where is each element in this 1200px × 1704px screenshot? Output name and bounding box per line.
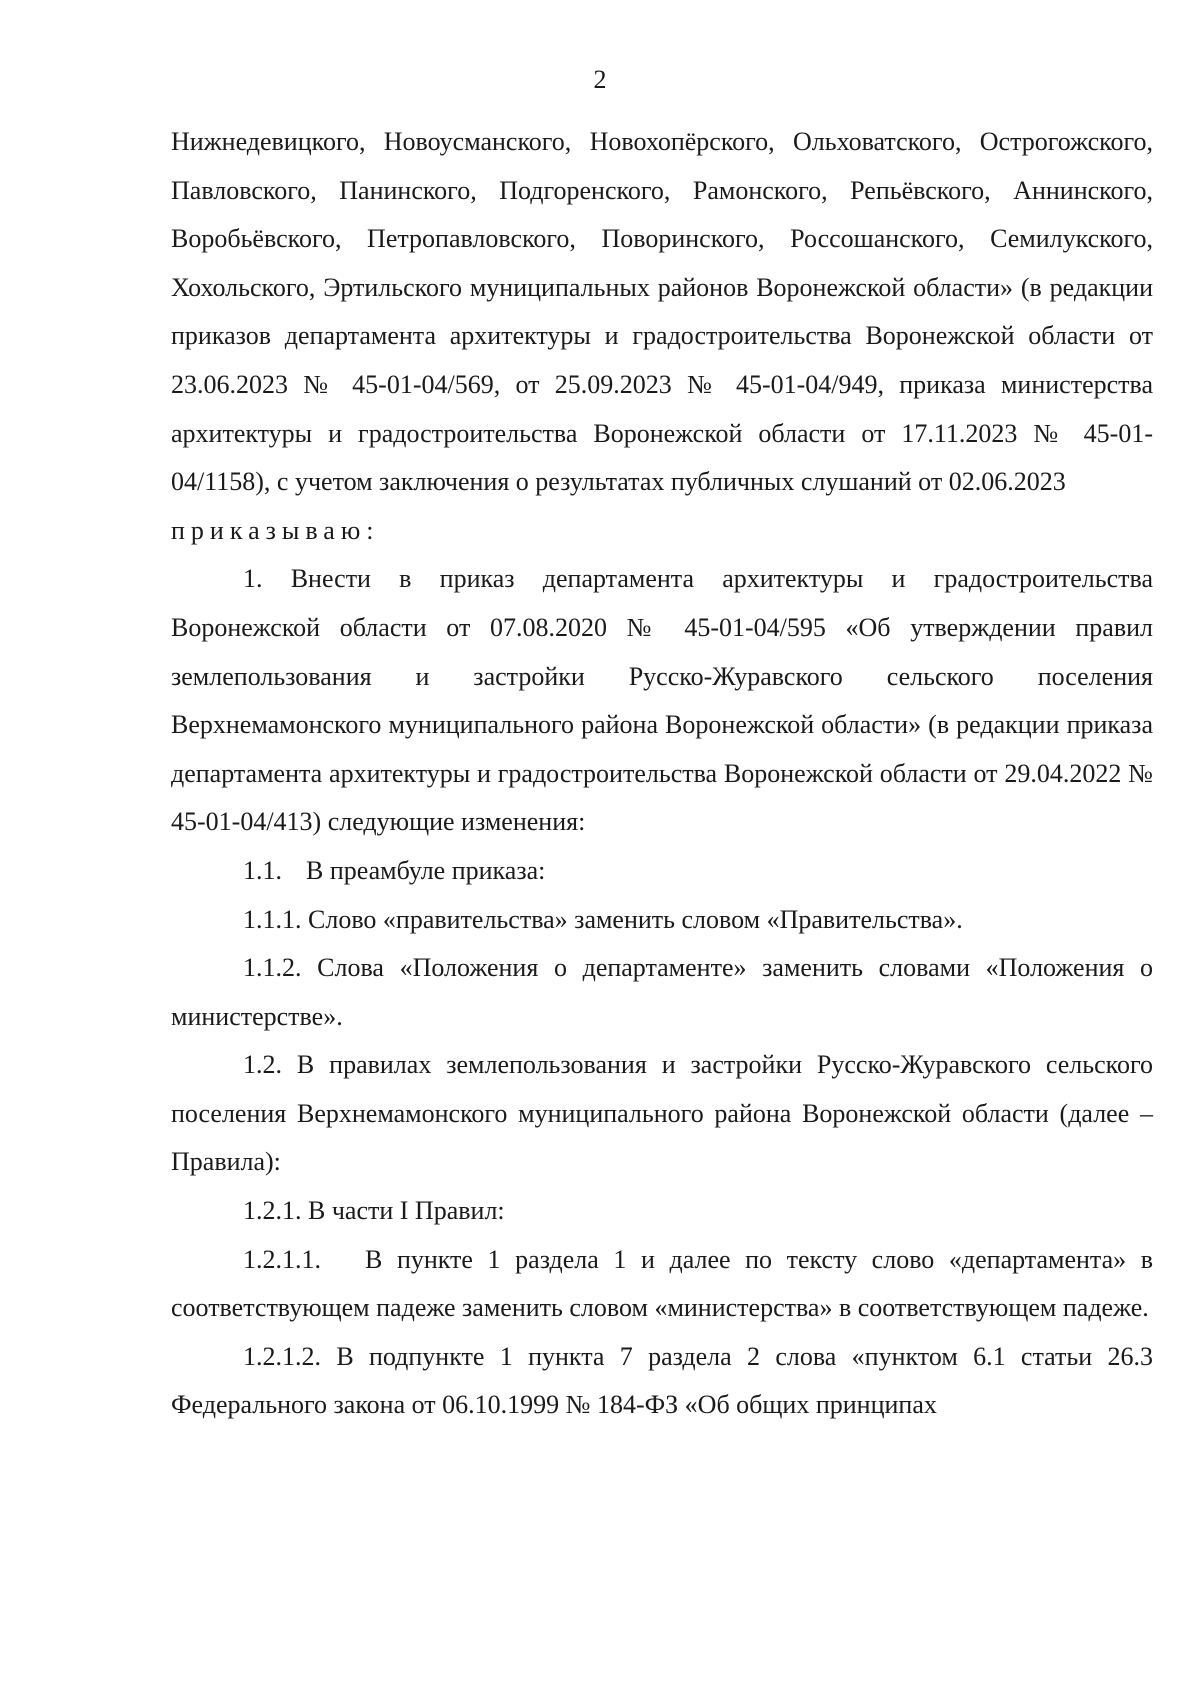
clause-1-1-number: 1.1. bbox=[243, 855, 282, 885]
clause-1-2-1-2: 1.2.1.2. В подпункте 1 пункта 7 раздела 2 слова «пунктом 6.1 статьи 26.3 Федерального закона от 06.10.1999 № 184-ФЗ «Об общих принципах bbox=[171, 1341, 1153, 1420]
clause-1-1 bbox=[171, 847, 1153, 896]
clause-1-1-1: 1.1.1. Слово «правительства» заменить словом «Правительства». bbox=[243, 904, 963, 934]
clause-1-1-text: В преамбуле приказа: bbox=[306, 855, 546, 885]
clause-1-2-1-1 bbox=[171, 1236, 1153, 1333]
clause-1: 1. Внести в приказ департамента архитектуры и градостроительства Воронежской области от 07.08.2020 № 45-01-04/595 «Об утверждении правил землепользования и застройки Русско-Журавского сельского поселения Верхнемамонского муниципального района Воронежской области» (в редакции приказа департамента архитектуры и градостроительства Воронежской области от 29.04.2022 № 45-01-04/413) следующие изменения: bbox=[171, 564, 1153, 837]
page-number: 2 bbox=[593, 65, 607, 94]
order-word: приказываю: bbox=[171, 515, 380, 545]
preamble-paragraph: Нижнедевицкого, Новоусманского, Новохопёрского, Ольховатского, Острогожского, Павловского, Панинского, Подгоренского, Рамонского, Репьёвского, Аннинского, Воробьёвского, Петропавловского, Поворинского, Россошанского, Семилукского, Хохольского, Эртильского муниципальных районов Воронежской области» (в редакции приказов департамента архитектуры и градостроительства Воронежской области от 23.06.2023 № 45-01-04/569, от 25.09.2023 № 45-01-04/949, приказа министерства архитектуры и градостроительства Воронежской области от 17.11.2023 № 45-01-04/1158), с учетом заключения о результатах публичных слушаний от 02.06.2023 bbox=[171, 127, 1153, 497]
document-body bbox=[171, 118, 1153, 1430]
clause-1-1-2: 1.1.2. Слова «Положения о департаменте» заменить словами «Положения о министерстве». bbox=[171, 953, 1153, 1031]
clause-1-2-1-1-number: 1.2.1.1. bbox=[243, 1244, 321, 1274]
clause-1-2: 1.2. В правилах землепользования и застройки Русско-Журавского сельского поселения Верхнемамонского муниципального района Воронежской области (далее – Правила): bbox=[171, 1050, 1153, 1177]
clause-1-2-1-1-text: В пункте 1 раздела 1 и далее по тексту слово «департамента» в соответствующем падеже заменить словом «министерства» в соответствующем падеже. bbox=[171, 1244, 1153, 1323]
clause-1-2-1: 1.2.1. В части I Правил: bbox=[243, 1196, 505, 1226]
